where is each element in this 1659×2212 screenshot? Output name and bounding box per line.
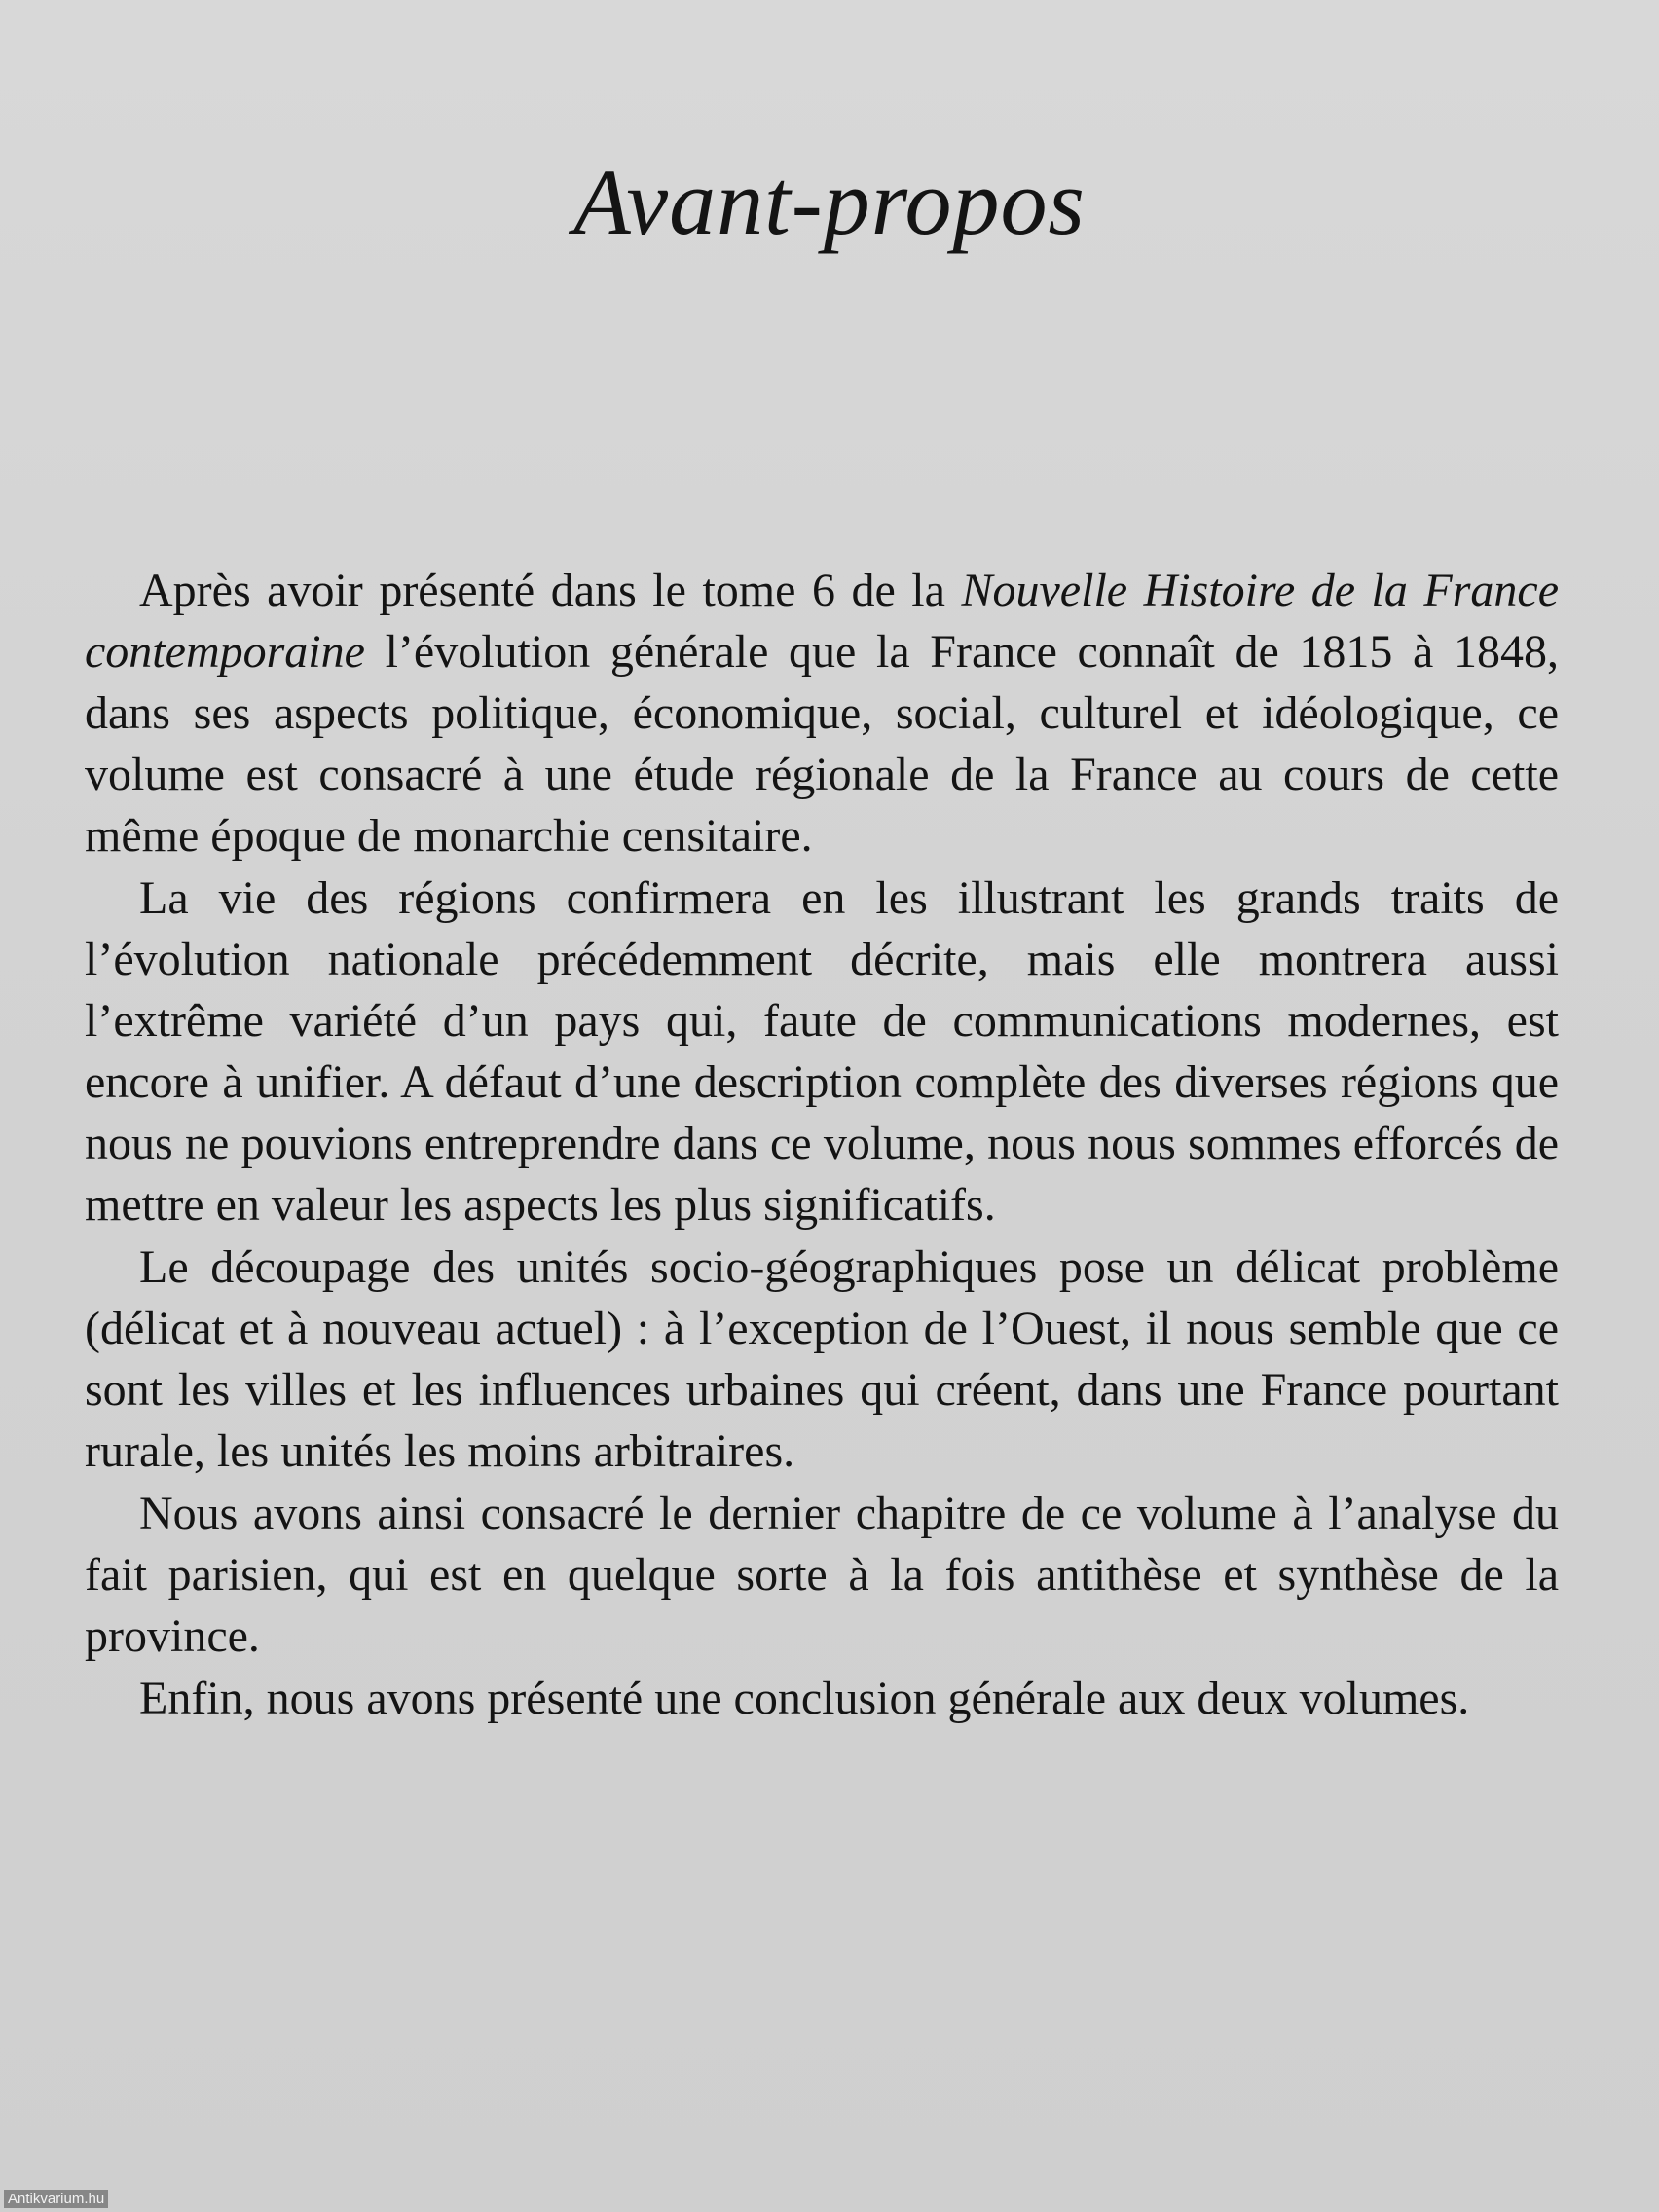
text-run: La vie des régions confirmera en les illustrant les grands traits de l’évolution nationale précédemment décrite, mais elle montrera aussi l’extrême variété d’un pays qui, faute de communications modernes, est encore à unifier. A défaut d’une description complète des diverses régions que nous ne pouvions entreprendre dans ce volume, nous nous sommes efforcés de mettre en valeur les aspects les plus significatifs.	[85, 872, 1559, 1231]
text-run: Nous avons ainsi consacré le dernier chapitre de ce volume à l’analyse du fait parisien, qui est en quelque sorte à la fois antithèse et synthèse de la province.	[85, 1488, 1559, 1662]
watermark-label: Antikvarium.hu	[4, 2190, 108, 2208]
text-run: l’évolution générale que la France connaît de 1815 à 1848, dans ses aspects politique, économique, social, culturel et idéologique, ce volume est consacré à une étude régionale de la France au cours de cette même époque de monarchie censitaire.	[85, 626, 1559, 862]
paragraph-4	[85, 1483, 1559, 1667]
book-title-italic: Nouvelle Histoire de la France contemporaine	[85, 565, 1560, 678]
page-title: Avant-propos	[573, 150, 1086, 254]
paragraph-1	[85, 560, 1559, 866]
text-run: Après avoir présenté dans le tome 6 de la	[139, 565, 962, 616]
paragraph-3	[85, 1236, 1559, 1482]
body-text	[85, 560, 1559, 1730]
paragraph-5	[85, 1668, 1559, 1729]
paragraph-2	[85, 867, 1559, 1235]
text-run: Enfin, nous avons présenté une conclusion générale aux deux volumes.	[139, 1673, 1470, 1724]
text-run: Le découpage des unités socio-géographiques pose un délicat problème (délicat et à nouveau actuel) : à l’exception de l’Ouest, il nous semble que ce sont les villes et les influences urbaines qui créent, dans une France pourtant rurale, les unités les moins arbitraires.	[85, 1241, 1559, 1477]
